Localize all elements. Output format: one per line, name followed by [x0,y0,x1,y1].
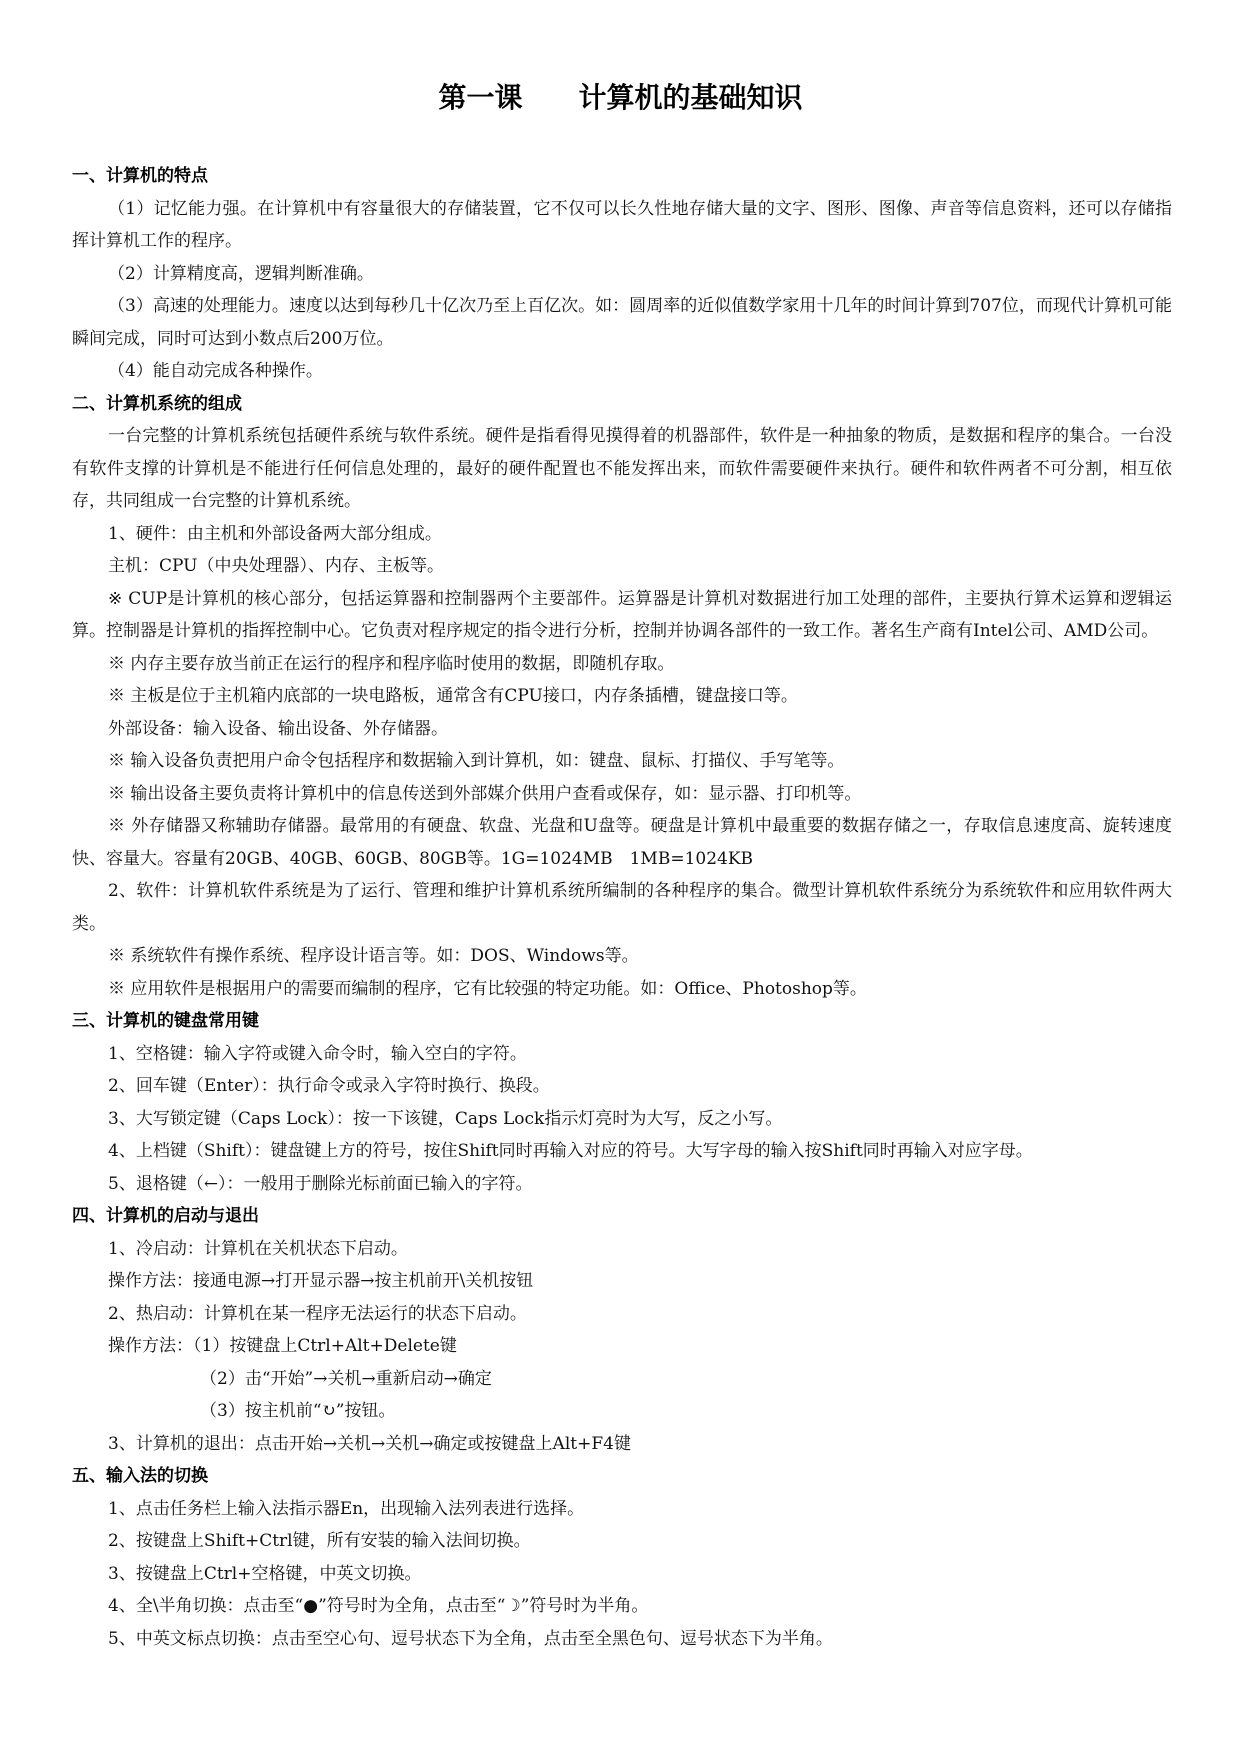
paragraph: 2、软件：计算机软件系统是为了运行、管理和维护计算机系统所编制的各种程序的集合。微型计算机软件系统分为系统软件和应用软件两大类。 [72,881,1172,934]
paragraph: 1、冷启动：计算机在关机状态下启动。 [108,1238,408,1259]
paragraph: 2、按键盘上Shift+Ctrl键，所有安装的输入法间切换。 [108,1531,531,1551]
paragraph: 5、退格键（←）：一般用于删除光标前面已输入的字符。 [108,1173,533,1194]
paragraph: ※ 内存主要存放当前正在运行的程序和程序临时使用的数据，即随机存取。 [108,653,675,674]
section-heading: 五、输入法的切换 [72,1466,208,1486]
paragraph: 4、上档键（Shift）：键盘键上方的符号，按住Shift同时再输入对应的符号。大写字母的输入按Shift同时再输入对应字母。 [108,1141,1033,1161]
paragraph: ※ 输入设备负责把用户命令包括程序和数据输入到计算机，如：键盘、鼠标、打描仪、手写笔等。 [108,751,845,771]
sub-step: （2）击“开始”→关机→重新启动→确定 [200,1368,492,1389]
paragraph: ※ CUP是计算机的核心部分，包括运算器和控制器两个主要部件。运算器是计算机对数据进行加工处理的部件，主要执行算术运算和逻辑运算。控制器是计算机的指挥控制中心。它负责对程序规定的指令进行分析，控制并协调各部件的一致工作。著名生产商有Intel公司、AMD公司。 [72,588,1172,641]
paragraph: 主机：CPU（中央处理器）、内存、主板等。 [108,556,444,576]
paragraph: 3、大写锁定键（Caps Lock）：按一下该键，Caps Lock指示灯亮时为大写，反之小写。 [108,1108,783,1129]
paragraph: （3）高速的处理能力。速度以达到每秒几十亿次乃至上百亿次。如：圆周率的近似值数学家用十几年的时间计算到707位，而现代计算机可能瞬间完成，同时可达到小数点后200万位。 [72,296,1172,349]
paragraph: 3、按键盘上Ctrl+空格键，中英文切换。 [108,1563,422,1584]
section-heading: 一、计算机的特点 [72,166,208,186]
paragraph: 操作方法：（1）按键盘上Ctrl+Alt+Delete键 [108,1336,457,1356]
document-body [72,160,1172,1655]
paragraph: （1）记忆能力强。在计算机中有容量很大的存储装置，它不仅可以长久性地存储大量的文字、图形、图像、声音等信息资料，还可以存储指挥计算机工作的程序。 [72,198,1172,251]
paragraph: （4）能自动完成各种操作。 [108,361,323,381]
paragraph: 一台完整的计算机系统包括硬件系统与软件系统。硬件是指看得见摸得着的机器部件，软件是一种抽象的物质，是数据和程序的集合。一台没有软件支撑的计算机是不能进行任何信息处理的，最好的硬件配置也不能发挥出来，而软件需要硬件来执行。硬件和软件两者不可分割，相互依存，共同组成一台完整的计算机系统。 [72,426,1172,511]
paragraph: 5、中英文标点切换：点击至空心句、逗号状态下为全角，点击至全黑色句、逗号状态下为半角。 [108,1628,833,1649]
paragraph: ※ 输出设备主要负责将计算机中的信息传送到外部媒介供用户查看或保存，如：显示器、打印机等。 [108,783,862,804]
paragraph: ※ 应用软件是根据用户的需要而编制的程序，它有比较强的特定功能。如：Office、Photoshop等。 [108,978,867,999]
paragraph: 3、计算机的退出：点击开始→关机→关机→确定或按键盘上Alt+F4键 [108,1433,631,1454]
paragraph: 2、热启动：计算机在某一程序无法运行的状态下启动。 [108,1303,527,1324]
section-heading: 三、计算机的键盘常用键 [72,1011,259,1031]
paragraph: ※ 主板是位于主机箱内底部的一块电路板，通常含有CPU接口，内存条插槽，键盘接口等。 [108,686,798,706]
paragraph: 1、空格键：输入字符或键入命令时，输入空白的字符。 [108,1043,527,1064]
paragraph: 1、点击任务栏上输入法指示器En，出现输入法列表进行选择。 [108,1498,585,1519]
paragraph: （2）计算精度高，逻辑判断准确。 [108,263,374,284]
sub-step: （3）按主机前“↻”按钮。 [200,1401,396,1421]
paragraph: 操作方法：接通电源→打开显示器→按主机前开\关机按钮 [108,1271,534,1291]
page-title: 第一课 计算机的基础知识 [438,81,803,114]
paragraph: ※ 系统软件有操作系统、程序设计语言等。如：DOS、Windows等。 [108,946,639,966]
paragraph: 4、全\半角切换：点击至“●”符号时为全角，点击至“☽”符号时为半角。 [108,1596,649,1616]
paragraph: 1、硬件：由主机和外部设备两大部分组成。 [108,523,442,544]
paragraph: ※ 外存储器又称辅助存储器。最常用的有硬盘、软盘、光盘和U盘等。硬盘是计算机中最重要的数据存储之一，存取信息速度高、旋转速度快、容量大。容量有20GB、40GB、60GB、80GB等。1G=1024MB 1MB=1024KB [72,816,1172,869]
section-heading: 二、计算机系统的组成 [72,393,242,414]
paragraph: 2、回车键（Enter）：执行命令或录入字符时换行、换段。 [108,1076,550,1096]
paragraph: 外部设备：输入设备、输出设备、外存储器。 [108,718,448,739]
section-heading: 四、计算机的启动与退出 [72,1206,259,1226]
